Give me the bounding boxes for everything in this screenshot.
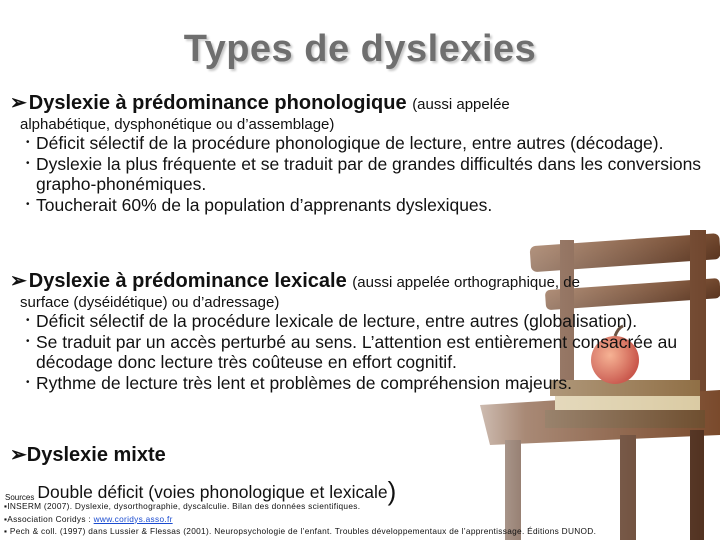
bullet-dot-icon: •	[26, 376, 30, 388]
bullet-dot-icon: •	[26, 315, 30, 326]
bullet-list	[10, 311, 710, 393]
list-item: • Déficit sélectif de la procédure phonologique de lecture, entre autres (décodage).	[26, 133, 664, 153]
section-heading	[10, 92, 710, 116]
bullet-dot-icon: •	[26, 157, 30, 169]
references	[4, 500, 596, 538]
section-mixte-text: Sources Double déficit (voies phonologique et lexicale)	[5, 476, 397, 506]
arrow-bullet-icon: ➢	[10, 444, 27, 466]
section-lexicale	[10, 270, 710, 393]
list-item: • Se traduit par un accès perturbé au sens. L’attention est entièrement consacrée au décodage donc lecture très coûteuse en effort cognitif.	[26, 331, 678, 372]
list-item: • Dyslexie la plus fréquente et se traduit par de grandes difficultés dans les conversions grapho-phonémiques.	[26, 153, 702, 194]
reference-item: ▪Association Coridys : www.coridys.asso.fr	[4, 513, 173, 524]
section-heading	[10, 270, 710, 294]
section-mixte-heading: ➢Dyslexie mixte	[10, 444, 166, 466]
heading-note: (aussi appelée orthographique, de	[352, 274, 580, 291]
sources-label: Sources	[5, 493, 35, 502]
heading-text: Dyslexie à prédominance lexicale	[28, 270, 347, 292]
heading-text: Dyslexie à prédominance phonologique	[28, 92, 407, 114]
heading-subnote: surface (dyséidétique) ou d’adressage)	[20, 294, 280, 311]
list-item: • Toucherait 60% de la population d’apprenants dyslexiques.	[26, 194, 493, 215]
arrow-bullet-icon: ➢	[10, 92, 27, 114]
bullet-dot-icon: •	[26, 335, 30, 347]
list-item: • Déficit sélectif de la procédure lexicale de lecture, entre autres (globalisation).	[26, 311, 638, 331]
slide-title: Types de dyslexies	[183, 28, 537, 70]
bullet-dot-icon: •	[26, 137, 30, 148]
section-phonologique	[10, 92, 710, 215]
list-item: • Rythme de lecture très lent et problèmes de compréhension majeurs.	[26, 372, 572, 393]
bullet-dot-icon: •	[26, 198, 30, 210]
reference-item: ▪INSERM (2007). Dyslexie, dysorthographie, dyscalculie. Bilan des données scientifiques.	[4, 501, 361, 511]
bullet-list	[10, 133, 710, 215]
arrow-bullet-icon: ➢	[10, 270, 27, 292]
heading-subnote: alphabétique, dysphonétique ou d’assemblage)	[20, 116, 335, 133]
reference-item: ▪ Pech & coll. (1997) dans Lussier & Flessas (2001). Neuropsychologie de l’enfant. Troubles développementaux de l’apprentissage. Éditions DUNOD.	[4, 526, 597, 536]
coridys-link[interactable]: www.coridys.asso.fr	[93, 513, 173, 524]
heading-note: (aussi appelée	[412, 96, 510, 113]
